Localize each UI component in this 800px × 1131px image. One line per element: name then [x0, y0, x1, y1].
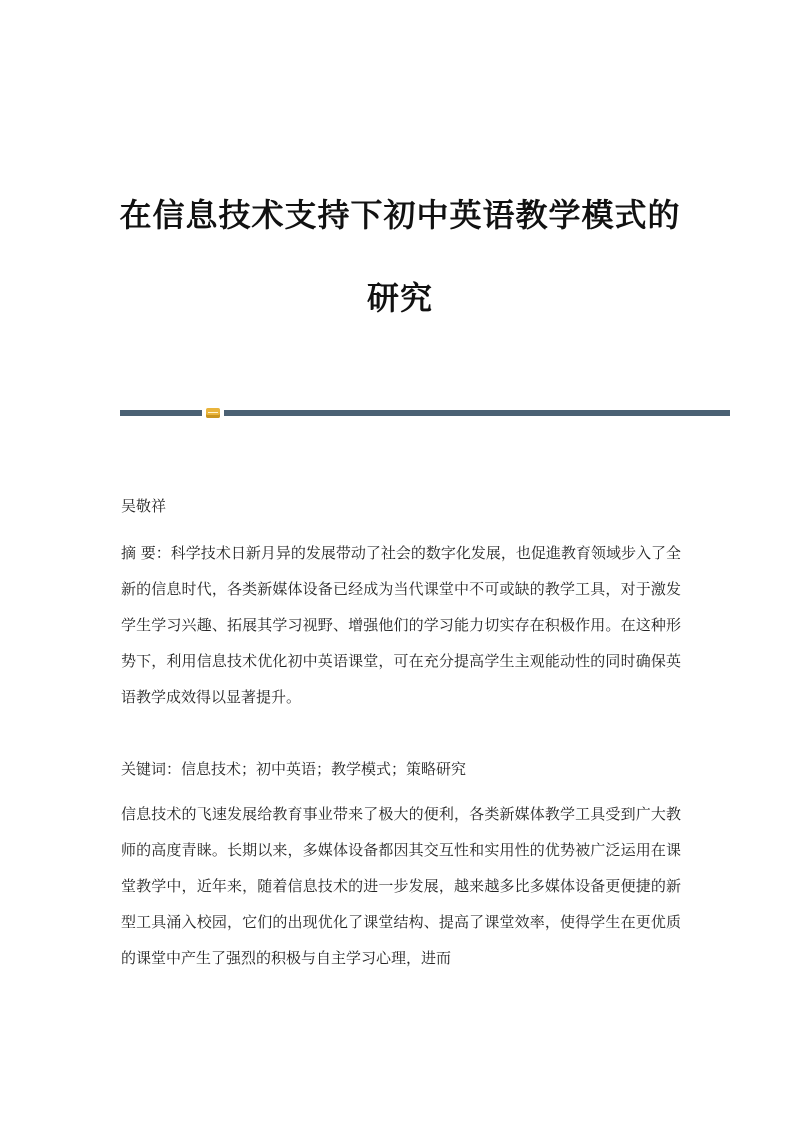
abstract-label: 摘 要：: [121, 544, 171, 562]
divider-ornament-icon: [206, 408, 220, 418]
keywords-text: 信息技术；初中英语；教学模式；策略研究: [181, 760, 467, 778]
title-line-1: 在信息技术支持下初中英语教学模式的: [119, 196, 681, 234]
divider-bar-left: [120, 410, 202, 416]
divider-bar-right: [224, 410, 730, 416]
body-paragraph: 信息技术的飞速发展给教育事业带来了极大的便利，各类新媒体教学工具受到广大教师的高度青睐。长期以来，多媒体设备都因其交互性和实用性的优势被广泛运用在课堂教学中，近年来，随着信息技术的进一步发展，越来越多比多媒体设备更便捷的新型工具涌入校园，它们的出现优化了课堂结构、提高了课堂效率，使得学生在更优质的课堂中产生了强烈的积极与自主学习心理，进而: [121, 805, 681, 967]
abstract: [121, 535, 681, 715]
keywords: [121, 751, 681, 787]
author-name: 吴敬祥: [121, 497, 167, 515]
keywords-label: 关键词：: [121, 760, 182, 778]
title-divider: [120, 408, 730, 418]
title-line-2: 研究: [366, 279, 433, 317]
abstract-text: 科学技术日新月异的发展带动了社会的数字化发展，也促進教育领域步入了全新的信息时代，各类新媒体设备已经成为当代课堂中不可或缺的教学工具，对于激发学生学习兴趣、拓展其学习视野、增强他们的学习能力切实存在积极作用。在这种形势下，利用信息技术优化初中英语课堂，可在充分提高学生主观能动性的同时确保英语教学成效得以显著提升。: [121, 544, 681, 706]
